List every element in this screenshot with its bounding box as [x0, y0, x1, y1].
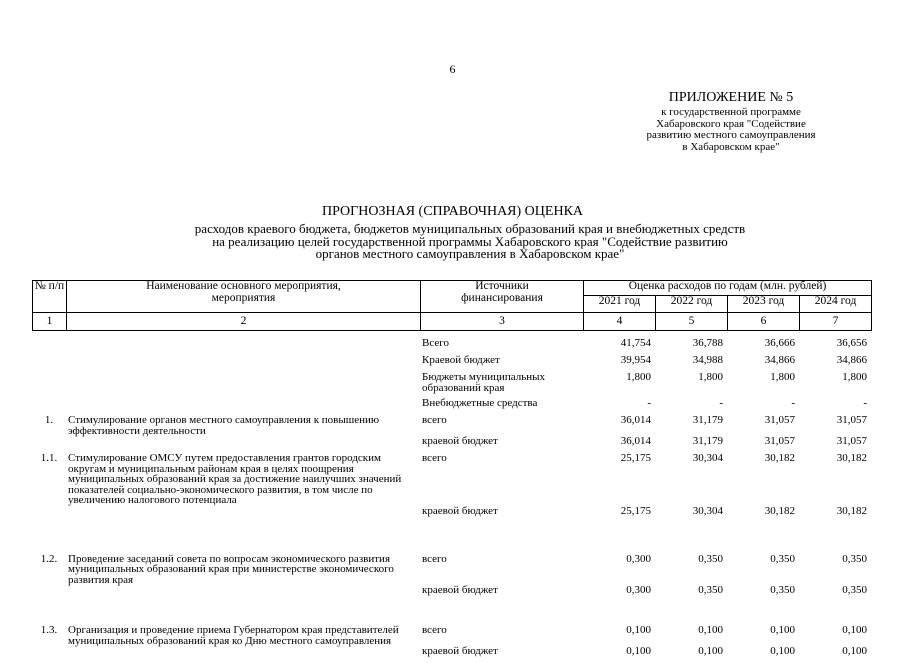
appendix-subtitle-line: в Хабаровском крае" [682, 140, 780, 153]
appendix-subtitle [601, 107, 861, 153]
row-activity-name [66, 646, 420, 663]
row-value: 31,179 [692, 414, 723, 426]
row-number: 1.1. [40, 452, 58, 464]
row-value: 36,788 [692, 337, 723, 349]
header-year: 2021 год [584, 296, 656, 313]
row-value: - [863, 397, 867, 409]
row-funding-source: всего [422, 452, 447, 464]
row-value: 0,100 [842, 624, 867, 636]
row-value: 0,100 [770, 645, 795, 657]
row-funding-source: Всего [422, 337, 449, 349]
page-number: 6 [449, 62, 456, 76]
row-value: 0,300 [626, 552, 651, 565]
table-row [32, 453, 871, 506]
row-activity-name: Организация и проведение приема Губернатором края представителей муниципальных образований края ко Дню местного самоуправления [68, 624, 399, 647]
row-value: 1,800 [698, 371, 723, 383]
row-activity-name [66, 585, 420, 625]
row-value: 0,350 [842, 584, 867, 596]
row-funding-source: краевой бюджет [422, 504, 498, 517]
row-value: 34,988 [692, 354, 723, 366]
row-activity-name: Стимулирование ОМСУ путем предоставления грантов городским округам и муниципальным районам края в целях поощрения муниципальных образований края за достижение наилучших значений показателей социально-экономического развития, в том числе по увеличению налогового потенциала [68, 452, 402, 506]
document-subtitle-line: органов местного самоуправления в Хабаровском крае" [315, 246, 625, 261]
row-number [32, 338, 66, 355]
row-value: 30,182 [836, 452, 867, 464]
row-funding-source: всего [422, 624, 447, 636]
row-value: 30,304 [692, 452, 723, 464]
row-value: 1,800 [626, 371, 651, 383]
header-no: № п/п [33, 281, 67, 313]
row-value: 34,866 [764, 354, 795, 366]
row-value: 31,057 [836, 435, 867, 447]
appendix-subtitle-line: к государственной программе [661, 106, 801, 118]
row-funding-source: краевой бюджет [422, 584, 498, 596]
row-value: - [719, 397, 723, 409]
appendix-subtitle-line: развитию местного самоуправления [646, 129, 816, 141]
row-funding-source: Бюджеты муниципальных образований края [422, 371, 546, 394]
table-row [32, 506, 871, 554]
header-source: Источники финансирования [421, 281, 584, 313]
table-row [32, 625, 871, 646]
row-value: 31,057 [764, 414, 795, 426]
row-value: 0,350 [698, 552, 723, 565]
row-value: 0,100 [626, 645, 651, 657]
row-value: 36,666 [764, 337, 795, 349]
row-funding-source: краевой бюджет [422, 435, 498, 447]
row-number [32, 506, 66, 554]
row-value: 0,100 [626, 624, 651, 636]
row-value: 31,057 [836, 414, 867, 426]
row-value: 36,014 [620, 414, 651, 426]
table-row [32, 646, 871, 663]
row-number [32, 646, 66, 663]
row-activity-name: Стимулирование органов местного самоуправления к повышению эффективности деятельности [68, 414, 380, 437]
row-value: 39,954 [620, 354, 651, 366]
header-colnum: 2 [67, 313, 421, 331]
row-value: 0,100 [842, 645, 867, 657]
row-activity-name [66, 506, 420, 554]
row-number [32, 585, 66, 625]
table-row [32, 415, 871, 436]
row-funding-source: Краевой бюджет [422, 354, 500, 366]
row-value: 0,350 [698, 584, 723, 596]
document-subtitle [140, 223, 800, 261]
document-subtitle-line: на реализацию целей государственной программы Хабаровского края "Содействие развитию [212, 233, 728, 249]
row-value: 36,014 [620, 435, 651, 447]
row-funding-source: всего [422, 414, 447, 426]
row-value: 0,100 [770, 624, 795, 636]
header-year: 2022 год [656, 296, 728, 313]
row-value: 1,800 [770, 371, 795, 383]
appendix-subtitle-line: Хабаровского края "Содействие [656, 117, 806, 130]
table-row [32, 436, 871, 453]
row-number [32, 436, 66, 453]
table-row [32, 355, 871, 372]
row-activity-name [66, 436, 420, 453]
appendix-block [601, 90, 861, 153]
row-activity-name: Проведение заседаний совета по вопросам экономического развития муниципальных образований края при министерстве экономического развития края [68, 552, 394, 586]
row-number [32, 372, 66, 398]
table-row [32, 554, 871, 586]
row-value: 25,175 [620, 452, 651, 464]
appendix-title: ПРИЛОЖЕНИЕ № 5 [668, 90, 794, 105]
table-header [32, 280, 872, 331]
row-number [32, 398, 66, 415]
document-subtitle-line: расходов краевого бюджета, бюджетов муниципальных образований края и внебюджетных средств [194, 221, 746, 236]
header-colnum: 3 [421, 313, 584, 331]
header-colnum: 1 [33, 313, 67, 331]
row-funding-source: краевой бюджет [422, 645, 498, 657]
row-number: 1.2. [40, 552, 58, 565]
row-value: 0,100 [698, 624, 723, 636]
row-value: 30,182 [764, 452, 795, 464]
row-value: 36,656 [836, 337, 867, 349]
header-year: 2024 год [800, 296, 872, 313]
row-number [32, 355, 66, 372]
row-value: 1,800 [842, 371, 867, 383]
row-value: - [647, 397, 651, 409]
row-activity-name [66, 372, 420, 398]
header-year: 2023 год [728, 296, 800, 313]
row-funding-source: Внебюджетные средства [422, 397, 538, 409]
row-value: 30,182 [764, 504, 795, 517]
row-activity-name [66, 355, 420, 372]
row-value: 0,100 [698, 645, 723, 657]
row-value: 0,350 [770, 584, 795, 596]
row-value: 34,866 [836, 354, 867, 366]
row-value: 0,300 [626, 584, 651, 596]
row-activity-name [66, 398, 420, 415]
row-value: 31,179 [692, 435, 723, 447]
row-activity-name [66, 338, 420, 355]
row-value: - [791, 397, 795, 409]
row-funding-source: всего [422, 552, 447, 565]
header-name: Наименование основного мероприятия, мероприятия [67, 281, 421, 313]
header-colnum: 7 [800, 313, 872, 331]
table-row [32, 585, 871, 625]
row-value: 0,350 [842, 552, 867, 565]
table-row [32, 372, 871, 398]
header-colnum: 6 [728, 313, 800, 331]
table-row [32, 338, 871, 355]
row-number: 1. [44, 414, 54, 426]
row-value: 41,754 [620, 337, 651, 349]
document-title: ПРОГНОЗНАЯ (СПРАВОЧНАЯ) ОЦЕНКА [321, 204, 584, 219]
header-estimate: Оценка расходов по годам (млн. рублей) [584, 281, 872, 296]
row-value: 31,057 [764, 435, 795, 447]
row-value: 0,350 [770, 552, 795, 565]
header-colnum: 4 [584, 313, 656, 331]
data-table [32, 338, 871, 663]
header-colnum: 5 [656, 313, 728, 331]
row-value: 30,304 [692, 504, 723, 517]
row-value: 30,182 [836, 504, 867, 517]
row-value: 25,175 [620, 504, 651, 517]
row-number: 1.3. [40, 624, 58, 636]
table-row [32, 398, 871, 415]
